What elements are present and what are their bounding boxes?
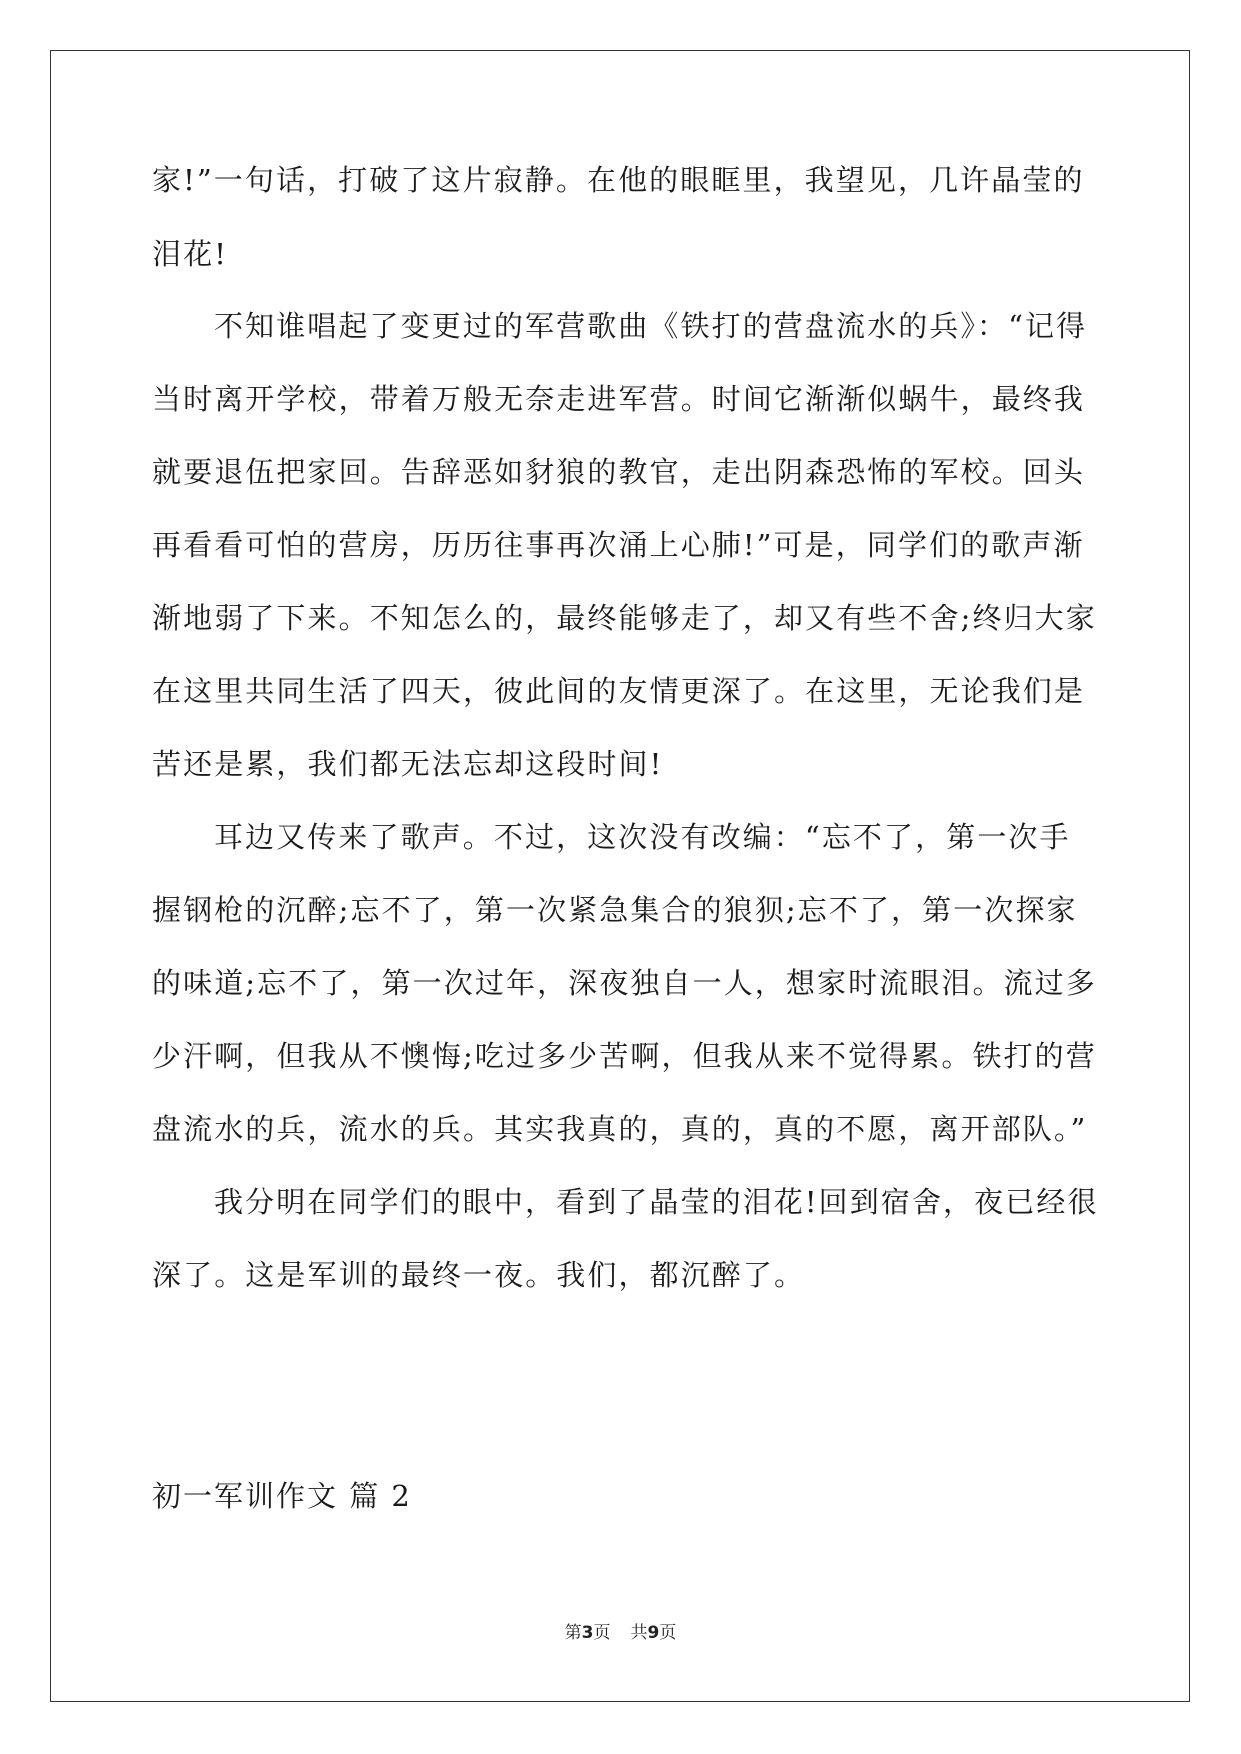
footer-total-prefix: 共 xyxy=(630,1623,648,1643)
footer-total-unit: 页 xyxy=(659,1623,677,1643)
section-heading: 初一军训作文 篇 2 xyxy=(152,1479,412,1513)
paragraph-2-line-3: 就要退伍把家回。告辞恶如豺狼的教官，走出阴森恐怖的军校。回头 xyxy=(152,455,1086,489)
paragraph-2-line-1: 不知谁唱起了变更过的军营歌曲《铁打的营盘流水的兵》：“记得 xyxy=(214,309,1088,343)
paragraph-2-line-6: 在这里共同生活了四天，彼此间的友情更深了。在这里，无论我们是 xyxy=(152,674,1086,708)
paragraph-4-line-1: 我分明在同学们的眼中，看到了晶莹的泪花!回到宿舍，夜已经很 xyxy=(214,1185,1099,1219)
paragraph-4-line-2: 深了。这是军训的最终一夜。我们，都沉醉了。 xyxy=(152,1258,806,1292)
paragraph-1-line-2: 泪花! xyxy=(152,237,228,271)
current-page-number: 3 xyxy=(581,1623,594,1643)
paragraph-3-line-1: 耳边又传来了歌声。不过，这次没有改编：“忘不了，第一次手 xyxy=(214,820,1071,854)
total-pages-number: 9 xyxy=(647,1623,660,1643)
paragraph-2-line-7: 苦还是累，我们都无法忘却这段时间! xyxy=(152,747,664,781)
paragraph-3-line-3: 的味道;忘不了，第一次过年，深夜独自一人，想家时流眼泪。流过多 xyxy=(152,966,1097,1000)
paragraph-3-line-4: 少汗啊，但我从不懊悔;吃过多少苦啊，但我从来不觉得累。铁打的营 xyxy=(152,1039,1097,1073)
footer-page-unit: 页 xyxy=(593,1623,611,1643)
paragraph-2-line-5: 渐地弱了下来。不知怎么的，最终能够走了，却又有些不舍;终归大家 xyxy=(152,601,1097,635)
paragraph-3-line-5: 盘流水的兵，流水的兵。其实我真的，真的，真的不愿，离开部队。” xyxy=(152,1112,1088,1146)
footer-prefix: 第 xyxy=(564,1623,582,1643)
paragraph-2-line-2: 当时离开学校，带着万般无奈走进军营。时间它渐渐似蜗牛，最终我 xyxy=(152,382,1086,416)
page-border xyxy=(50,50,1190,1702)
paragraph-2-line-4: 再看看可怕的营房，历历往事再次涌上心肺!”可是，同学们的歌声渐 xyxy=(152,528,1085,562)
page-footer xyxy=(0,1621,1241,1645)
paragraph-1-line-1: 家!”一句话，打破了这片寂静。在他的眼眶里，我望见，几许晶莹的 xyxy=(152,163,1085,197)
paragraph-3-line-2: 握钢枪的沉醉;忘不了，第一次紧急集合的狼狈;忘不了，第一次探家 xyxy=(152,893,1078,927)
